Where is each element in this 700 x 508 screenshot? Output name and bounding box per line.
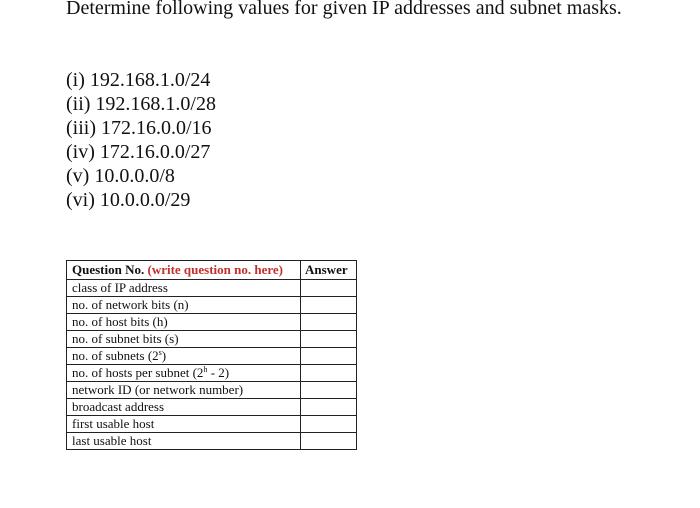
answer-cell[interactable]: [301, 365, 357, 382]
table-row: [67, 348, 357, 365]
row-label: [67, 280, 301, 297]
ip-item: (iv) 172.16.0.0/27: [66, 141, 211, 163]
row-label: [67, 416, 301, 433]
row-label-suffix: ): [161, 348, 167, 363]
answer-cell[interactable]: [301, 314, 357, 331]
row-label-text: no. of subnets (2: [72, 348, 159, 363]
answer-cell[interactable]: [301, 399, 357, 416]
row-label-suffix: - 2): [207, 365, 230, 380]
ip-item: (v) 10.0.0.0/8: [66, 165, 175, 187]
table-row: [67, 416, 357, 433]
answer-cell[interactable]: [301, 297, 357, 314]
answer-header: Answer: [301, 261, 357, 280]
answer-table: [66, 260, 357, 450]
row-label-exponent: h: [203, 365, 208, 374]
question-no-label: Question No.: [72, 262, 145, 277]
table-row: [67, 399, 357, 416]
table-row: [67, 314, 357, 331]
ip-item: (vi) 10.0.0.0/29: [66, 189, 191, 211]
row-label-text: first usable host: [72, 416, 155, 431]
answer-cell[interactable]: [301, 348, 357, 365]
answer-cell[interactable]: [301, 416, 357, 433]
row-label: [67, 314, 301, 331]
ip-address-list: [66, 68, 216, 212]
row-label: [67, 399, 301, 416]
table-row: [67, 382, 357, 399]
table-header-row: [67, 261, 357, 280]
row-label-text: last usable host: [72, 433, 152, 448]
row-label-text: no. of subnet bits (s): [72, 331, 179, 346]
row-label: [67, 433, 301, 450]
answer-cell[interactable]: [301, 433, 357, 450]
table-row: [67, 297, 357, 314]
question-no-hint: (write question no. here): [147, 262, 284, 277]
row-label: [67, 348, 301, 365]
row-label: [67, 297, 301, 314]
row-label-text: network ID (or network number): [72, 382, 244, 397]
answer-cell[interactable]: [301, 280, 357, 297]
table-row: [67, 280, 357, 297]
row-label: [67, 382, 301, 399]
ip-item: (ii) 192.168.1.0/28: [66, 93, 216, 115]
question-no-header: [67, 261, 301, 280]
row-label-exponent: s: [158, 348, 162, 357]
row-label-text: no. of network bits (n): [72, 297, 189, 312]
row-label: [67, 331, 301, 348]
table-row: [67, 331, 357, 348]
row-label-text: class of IP address: [72, 280, 168, 295]
row-label: [67, 365, 301, 382]
answer-cell[interactable]: [301, 382, 357, 399]
table-row: [67, 433, 357, 450]
ip-item: (i) 192.168.1.0/24: [66, 69, 211, 91]
table-row: [67, 365, 357, 382]
row-label-text: no. of host bits (h): [72, 314, 168, 329]
row-label-text: broadcast address: [72, 399, 165, 414]
question-prompt: Determine following values for given IP addresses and subnet masks.: [66, 0, 622, 19]
row-label-text: no. of hosts per subnet (2: [72, 365, 204, 380]
answer-cell[interactable]: [301, 331, 357, 348]
ip-item: (iii) 172.16.0.0/16: [66, 117, 212, 139]
